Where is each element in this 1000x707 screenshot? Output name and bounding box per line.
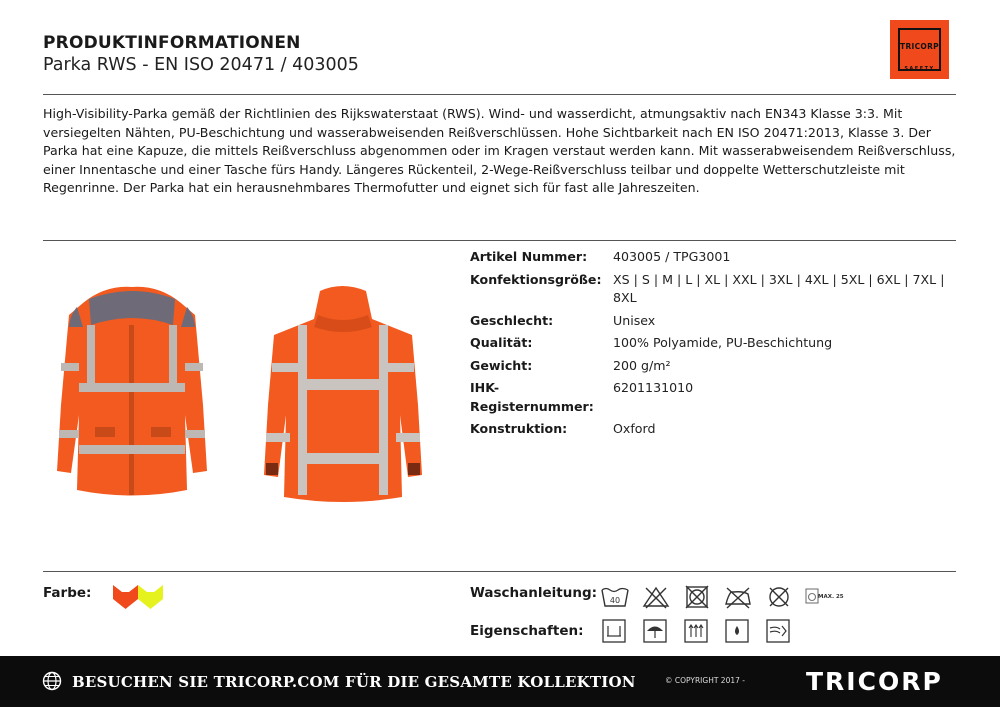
water-repellent-icon: [723, 618, 753, 644]
footer-brand-logo: TRICORP: [806, 667, 943, 696]
spec-row: [470, 379, 960, 416]
spec-table: [470, 248, 960, 443]
en343-icon: [600, 618, 630, 644]
spec-row: [470, 271, 960, 308]
page-subtitle: Parka RWS - EN ISO 20471 / 403005: [43, 55, 359, 75]
spec-label: Gewicht:: [470, 357, 533, 373]
spec-value: XS | S | M | L | XL | XXL | 3XL | 4XL | 5XL | 6XL | 7XL | 8XL: [613, 271, 945, 305]
spec-row: [470, 248, 960, 267]
website-link[interactable]: BESUCHEN SIE TRICORP.COM FÜR DIE GESAMTE KOLLEKTION: [72, 673, 636, 691]
spec-value: Unisex: [613, 312, 656, 328]
no-bleach-icon: [641, 584, 671, 610]
logo-tagline: SAFETY: [904, 66, 935, 72]
properties-label: Eigenschaften:: [470, 623, 584, 639]
jacket-back-image: [262, 285, 424, 507]
spec-label: Konfektionsgröße:: [470, 271, 602, 287]
rain-icon: [641, 618, 671, 644]
divider: [43, 94, 956, 95]
svg-text:MAX. 25: MAX. 25: [818, 594, 844, 600]
divider: [43, 571, 956, 572]
spec-row: [470, 357, 960, 376]
spec-label: Geschlecht:: [470, 312, 554, 328]
spec-value: 403005 / TPG3001: [613, 249, 731, 264]
no-iron-icon: [723, 584, 753, 610]
property-icons: [600, 618, 794, 644]
spec-label: Qualität:: [470, 335, 533, 350]
color-swatch-orange[interactable]: [113, 585, 138, 609]
no-dry-clean-icon: [764, 584, 794, 610]
spec-row: [470, 334, 960, 353]
spec-label: IHK-Registernummer:: [470, 380, 594, 414]
product-description: High-Visibility-Parka gemäß der Richtlinien des Rijkswaterstaat (RWS). Wind- und wasserdicht, atmungsaktiv nach EN343 Klasse 3:3. Mit versiegelten Nähten, PU-Beschichtung und wasserabweisenden Reißverschlüssen. Hohe Sichtbarkeit nach EN ISO 20471:2013, Klasse 3. Der Parka hat eine Kapuze, die mittels Reißverschluss abgenommen oder im Kragen verstaut werden kann. Mit wasserabweisendem Reißverschluss, einer Innentasche und einer Tasche fürs Handy. Längeres Rückenteil, 2-Wege-Reißverschluss teilbar und doppelte Wetterschutzleiste mit Regenrinne. Der Parka hat ein herausnehmbares Thermofutter und eignet sich für fast alle Jahreszeiten.: [43, 106, 956, 195]
tricorp-safety-logo: [890, 20, 949, 79]
care-label: Waschanleitung:: [470, 585, 598, 601]
no-tumble-dry-icon: [682, 584, 712, 610]
jacket-front-image: [55, 285, 210, 507]
color-label: Farbe:: [43, 585, 92, 601]
footer-bar: [0, 656, 1000, 707]
swatch-shape: [138, 585, 163, 609]
breathable-icon: [682, 618, 712, 644]
copyright-notice: © COPYRIGHT 2017 -: [665, 676, 745, 685]
swatch-shape: [113, 585, 138, 609]
divider: [43, 240, 956, 241]
spec-value: 6201131010: [613, 380, 694, 395]
page-title: PRODUKTINFORMATIONEN: [43, 33, 301, 53]
globe-icon: [42, 671, 62, 691]
spec-row: [470, 420, 960, 439]
spec-value: 200 g/m²: [613, 357, 671, 373]
spec-label: Artikel Nummer:: [470, 249, 588, 264]
wash-40-icon: [600, 584, 630, 610]
spec-label: Konstruktion:: [470, 421, 568, 436]
spec-value: Oxford: [613, 421, 656, 436]
spec-row: [470, 312, 960, 331]
spec-value: 100% Polyamide, PU-Beschichtung: [613, 335, 833, 350]
max-washes-icon: [805, 584, 845, 610]
care-icons: [600, 584, 845, 610]
color-swatch-yellow[interactable]: [138, 585, 163, 609]
svg-text:40: 40: [609, 596, 621, 605]
color-swatches: [113, 585, 163, 609]
windproof-icon: [764, 618, 794, 644]
logo-name: TRICORP: [900, 42, 939, 51]
